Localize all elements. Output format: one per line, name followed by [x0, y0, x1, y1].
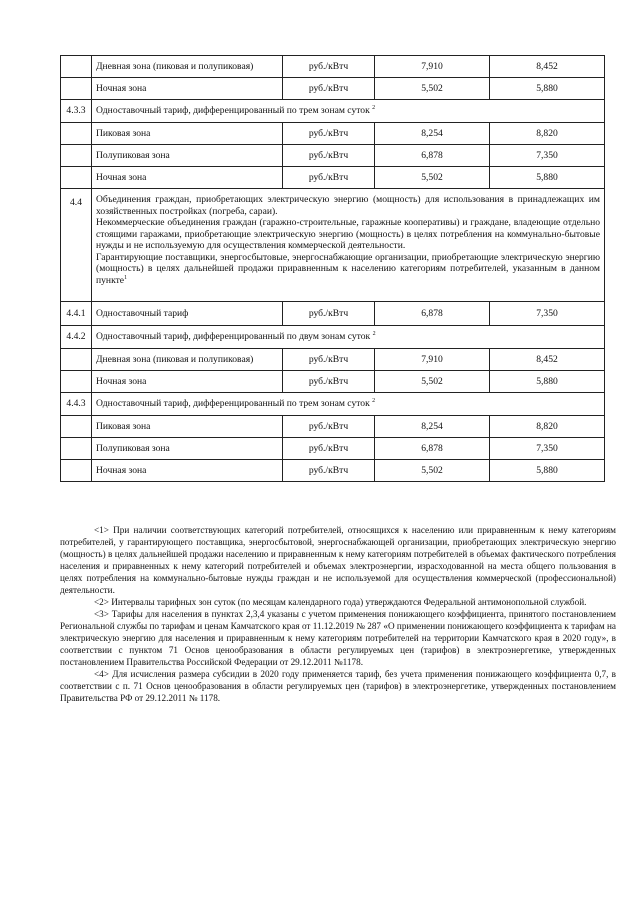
tariff-value-period2: 7,350: [490, 302, 605, 326]
tariff-value-period1: 5,502: [375, 460, 490, 482]
zone-name: Ночная зона: [92, 371, 283, 393]
footnotes: [60, 524, 616, 704]
tariff-row: [61, 167, 605, 189]
row-number: 4.4.2: [61, 326, 92, 349]
unit-label: руб./кВтч: [283, 167, 375, 189]
footnote-paragraph: <4> Для исчисления размера субсидии в 2020 году применяется тариф, без учета применения понижающего коэффициента 0,7, в соответствии с п. 71 Основ ценообразования в области регулируемых цен (тарифов) в электроэнергетике, утвержденных постановлением Правительства РФ от 29.12.2011 № 1178.: [60, 669, 616, 703]
footnote-ref: 1: [124, 274, 128, 281]
tariff-section-row: [61, 100, 605, 123]
tariff-row: [61, 145, 605, 167]
tariff-value-period2: 8,452: [490, 349, 605, 371]
unit-label: руб./кВтч: [283, 349, 375, 371]
tariff-row-single: [61, 302, 605, 326]
description-paragraph: [96, 217, 600, 252]
description-text: Объединения граждан, приобретающих электрическую энергию (мощность) для использования в принадлежащих им хозяйственных постройках (погреба, сараи).: [96, 194, 600, 217]
tariff-row: [61, 123, 605, 145]
tariff-value-period2: 8,452: [490, 56, 605, 78]
tariff-value-period1: 6,878: [375, 438, 490, 460]
row-number: 4.4.3: [61, 393, 92, 416]
tariff-value-period2: 8,820: [490, 416, 605, 438]
zone-name: Полупиковая зона: [92, 145, 283, 167]
footnote-paragraph: <2> Интервалы тарифных зон суток (по месяцам календарного года) утверждаются Федеральной антимонопольной службой.: [94, 597, 587, 607]
zone-name: Полупиковая зона: [92, 438, 283, 460]
row-number-empty: [61, 349, 92, 371]
tariff-section-row: [61, 393, 605, 416]
row-number-empty: [61, 145, 92, 167]
tariff-table: [60, 55, 605, 482]
tariff-value-period1: 5,502: [375, 371, 490, 393]
unit-label: руб./кВтч: [283, 460, 375, 482]
row-number-empty: [61, 56, 92, 78]
unit-label: руб./кВтч: [283, 123, 375, 145]
footnote-ref: 2: [372, 398, 376, 405]
tariff-row: [61, 78, 605, 100]
zone-name: Пиковая зона: [92, 123, 283, 145]
row-number-empty: [61, 123, 92, 145]
tariff-value-period2: 5,880: [490, 460, 605, 482]
row-number: 4.4: [61, 189, 92, 302]
footnote-paragraph: <1> При наличии соответствующих категорий потребителей, относящихся к населению или приравненным к нему категориям потребителей, у гарантирующего поставщика, энергосбытовой, энергоснабжающей организации, приобретающих электрическую энергию (мощность) в целях дальнейшей продажи населению и приравненным к нему категориям потребителей в объемах фактического потребления населения и приравненных к нему категорий потребителей и объемах электроэнергии, израсходованной на места общего пользования в целях потребления на коммунально-бытовые нужды граждан и не используемой для осуществления коммерческой (профессиональной) деятельности.: [60, 525, 616, 595]
tariff-section-row: [61, 326, 605, 349]
tariff-value-period1: 6,878: [375, 302, 490, 326]
description-text: Некоммерческие объединения граждан (гаражно-строительные, гаражные кооперативы) и граждане, владеющие отдельно стоящими гаражами, приобретающие электрическую энергию (мощность) в целях потребления на коммунально-бытовые нужды и не используемую для осуществления коммерческой деятельности.: [96, 217, 600, 251]
tariff-row: [61, 371, 605, 393]
tariff-value-period2: 8,820: [490, 123, 605, 145]
row-number-empty: [61, 167, 92, 189]
tariff-value-period1: 8,254: [375, 123, 490, 145]
tariff-row: [61, 438, 605, 460]
tariff-row: [61, 460, 605, 482]
unit-label: руб./кВтч: [283, 145, 375, 167]
tariff-row: [61, 349, 605, 371]
section-title: [92, 326, 605, 349]
tariff-value-period1: 5,502: [375, 167, 490, 189]
tariff-row: [61, 416, 605, 438]
section-title-text: Одноставочный тариф, дифференцированный по трем зонам суток: [96, 105, 370, 117]
footnote-paragraph: <3> Тарифы для населения в пунктах 2,3,4 указаны с учетом применения понижающего коэффициента, принятого постановлением Региональной службы по тарифам и ценам Камчатского края от 11.12.2019 № 287 «О применении понижающего коэффициента к тарифам на электрическую энергию для населения и приравненным к нему категориям потребителей на территории Камчатского края в 2020 году», в соответствии с пунктом 71 Основ ценообразования в области регулируемых цен (тарифов) в электроэнергетике, утвержденных постановлением Правительства Российской Федерации от 29.12.2011 №1178.: [60, 609, 616, 667]
tariff-value-period1: 6,878: [375, 145, 490, 167]
row-number-empty: [61, 438, 92, 460]
footnote-ref: 2: [372, 331, 376, 338]
footnote-ref: 2: [372, 105, 376, 112]
section-title-text: Одноставочный тариф, дифференцированный по трем зонам суток: [96, 398, 370, 410]
row-number: 4.4.1: [61, 302, 92, 326]
unit-label: руб./кВтч: [283, 302, 375, 326]
unit-label: руб./кВтч: [283, 438, 375, 460]
description-paragraph: [96, 194, 600, 217]
zone-name: Ночная зона: [92, 460, 283, 482]
zone-name: Дневная зона (пиковая и полупиковая): [92, 349, 283, 371]
description-text: Гарантирующие поставщики, энергосбытовые, энергоснабжающие организации, приобретающие электрическую энергию (мощность) в целях дальнейшей продажи приравненным к населению категориям потребителей, указанным в данном пункте: [96, 251, 600, 286]
zone-name: Пиковая зона: [92, 416, 283, 438]
section-title: [92, 100, 605, 123]
section-title-text: Одноставочный тариф, дифференцированный по двум зонам суток: [96, 331, 371, 343]
zone-name: Дневная зона (пиковая и полупиковая): [92, 56, 283, 78]
zone-name: Ночная зона: [92, 167, 283, 189]
tariff-value-period1: 7,910: [375, 349, 490, 371]
tariff-value-period1: 7,910: [375, 56, 490, 78]
tariff-value-period1: 5,502: [375, 78, 490, 100]
row-number-empty: [61, 416, 92, 438]
unit-label: руб./кВтч: [283, 78, 375, 100]
unit-label: руб./кВтч: [283, 371, 375, 393]
tariff-value-period2: 5,880: [490, 371, 605, 393]
row-number-empty: [61, 371, 92, 393]
tariff-row: [61, 56, 605, 78]
unit-label: руб./кВтч: [283, 416, 375, 438]
unit-label: руб./кВтч: [283, 56, 375, 78]
row-number: 4.3.3: [61, 100, 92, 123]
zone-name: Ночная зона: [92, 78, 283, 100]
row-number-empty: [61, 78, 92, 100]
tariff-value-period2: 7,350: [490, 145, 605, 167]
tariff-value-period2: 7,350: [490, 438, 605, 460]
zone-name: Одноставочный тариф: [92, 302, 283, 326]
tariff-value-period1: 8,254: [375, 416, 490, 438]
category-description: [92, 189, 605, 302]
section-title: [92, 393, 605, 416]
description-paragraph: [96, 252, 600, 287]
row-number-empty: [61, 460, 92, 482]
category-description-row: [61, 189, 605, 302]
tariff-value-period2: 5,880: [490, 167, 605, 189]
tariff-value-period2: 5,880: [490, 78, 605, 100]
